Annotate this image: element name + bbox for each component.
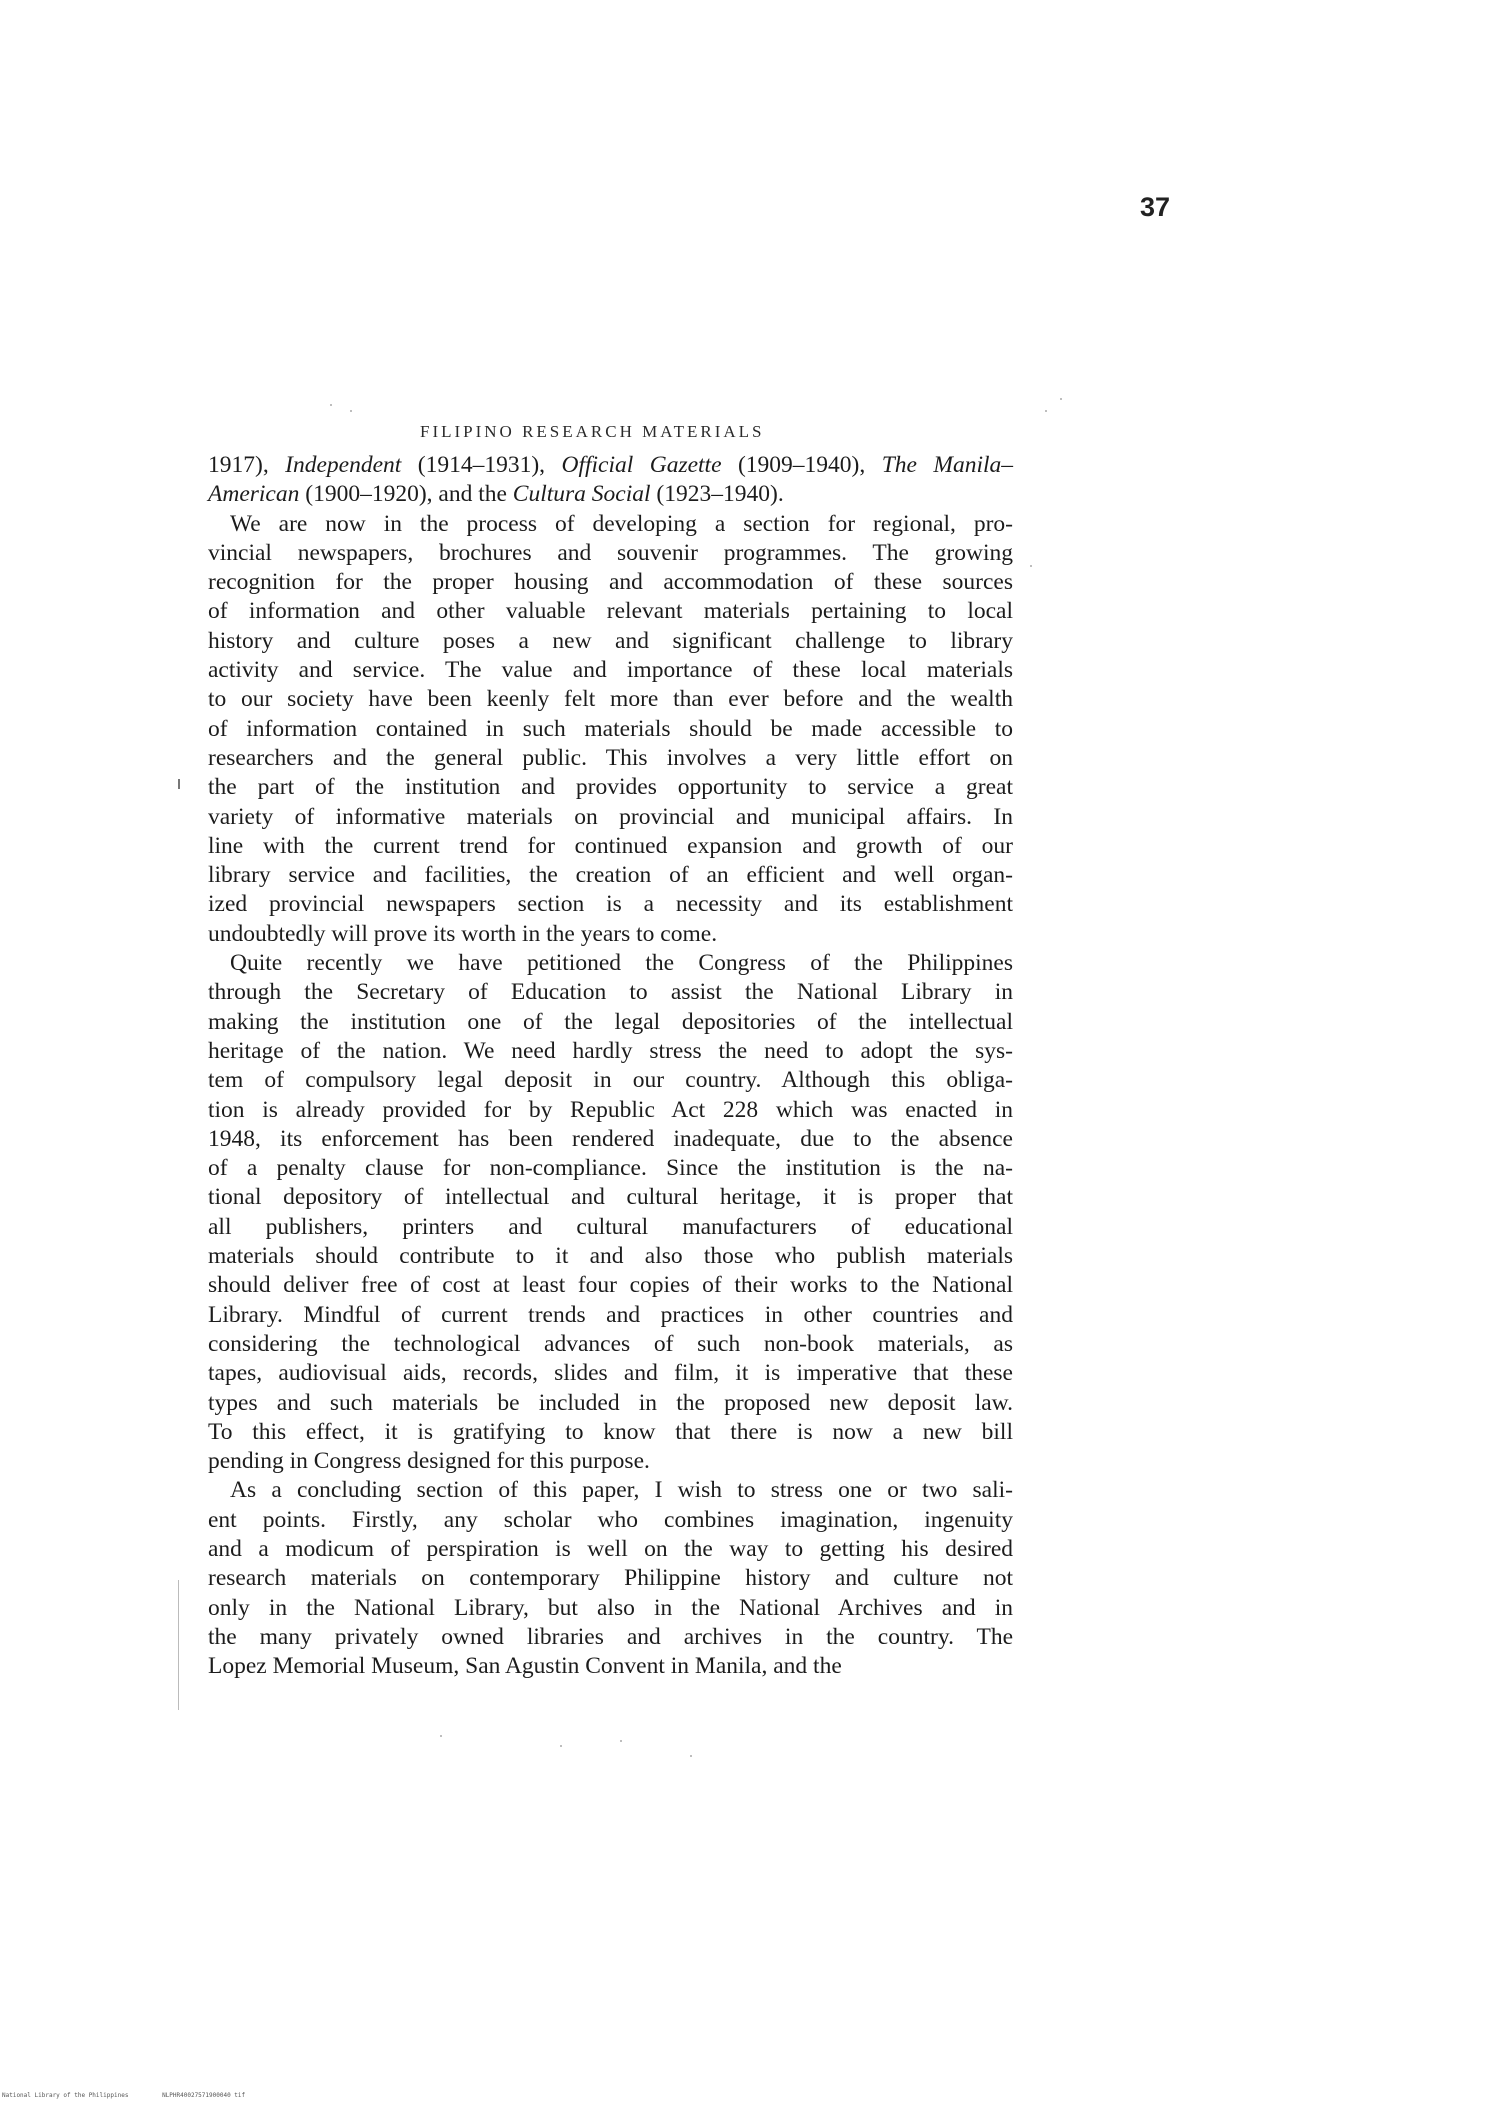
text-run: (1900–1920), and the [299,481,513,508]
body-text [208,451,1013,1681]
text-line [208,803,1013,832]
text-run: line with the current trend for continued expansion and growth of our [208,832,1013,859]
text-run: of information contained in such materials should be made accessible to [208,715,1013,742]
text-line [208,1447,1013,1476]
text-line [208,510,1013,539]
text-line [208,1623,1013,1652]
margin-mark [178,1580,179,1710]
text-run: (1909–1940), [721,452,882,478]
scan-speck [330,404,332,406]
text-line [208,1183,1013,1212]
text-run: materials should contribute to it and also those who publish materials [208,1243,1013,1270]
text-run: tem of compulsory legal deposit in our country. Although this obliga- [208,1067,1013,1094]
text-run: of a penalty clause for non-compliance. Since the institution is the na- [208,1155,1013,1182]
text-line [208,685,1013,714]
text-run: (1923–1940). [650,481,784,508]
text-line [208,1564,1013,1593]
text-run: Quite recently we have petitioned the Congress of the Philippines [230,950,1013,977]
text-run: tapes, audiovisual aids, records, slides and film, it is imperative that these [208,1360,1013,1387]
text-run: tional depository of intellectual and cultural heritage, it is proper that [208,1184,1013,1211]
italic-title: The Manila– [881,452,1014,478]
paragraph [208,949,1013,1476]
scan-speck [1030,565,1032,567]
italic-title: Cultura Social [512,481,651,508]
text-line [208,627,1013,656]
text-run: considering the technological advances of such non-book materials, as [208,1330,1013,1357]
scan-speck [1060,398,1062,400]
text-run: and a modicum of perspiration is well on the way to getting his desired [208,1535,1013,1562]
scan-speck [690,1755,692,1757]
text-run: making the institution one of the legal depositories of the intellectual [208,1008,1013,1035]
text-line [208,1301,1013,1330]
text-line [208,1125,1013,1154]
scan-speck [620,1740,622,1742]
text-line [208,1037,1013,1066]
scan-speck [560,1745,562,1747]
text-run: the part of the institution and provides opportunity to service a great [208,774,1013,801]
text-line [208,451,1013,480]
text-run: research materials on contemporary Philippine history and culture not [208,1565,1013,1592]
text-run: history and culture poses a new and significant challenge to library [208,627,1013,654]
text-line [208,1418,1013,1447]
footer-file-id: NLPHR40027571900040 tif [162,2092,246,2099]
text-line [208,949,1013,978]
text-line [208,744,1013,773]
text-run: through the Secretary of Education to assist the National Library in [208,979,1013,1006]
text-line [208,1652,1013,1681]
text-run: To this effect, it is gratifying to know that there is now a new bill [208,1418,1013,1445]
text-run: ized provincial newspapers section is a necessity and its establishment [208,891,1013,918]
text-line [208,1359,1013,1388]
text-run: heritage of the nation. We need hardly stress the need to adopt the sys- [208,1037,1013,1064]
text-line [208,1096,1013,1125]
text-line [208,656,1013,685]
text-line [208,978,1013,1007]
text-run: 1948, its enforcement has been rendered inadequate, due to the absence [208,1125,1013,1152]
text-line [208,861,1013,890]
text-line [208,832,1013,861]
text-line [208,1242,1013,1271]
text-line [208,920,1013,949]
text-run: of information and other valuable relevant materials pertaining to local [208,598,1013,625]
text-line [208,1535,1013,1564]
text-run: (1914–1931), [401,452,562,478]
text-run: variety of informative materials on provincial and municipal affairs. In [208,803,1013,830]
paragraph [208,1476,1013,1681]
text-run: undoubtedly will prove its worth in the years to come. [208,920,718,947]
text-run: tion is already provided for by Republic Act 228 which was enacted in [208,1096,1013,1123]
text-run: activity and service. The value and importance of these local materials [208,657,1013,684]
text-run: Lopez Memorial Museum, San Agustin Convent in Manila, and the [208,1653,842,1680]
text-run: types and such materials be included in the proposed new deposit law. [208,1389,1013,1416]
text-run: the many privately owned libraries and archives in the country. The [208,1623,1013,1650]
text-run: all publishers, printers and cultural manufacturers of educational [208,1213,1013,1240]
text-run: researchers and the general public. This involves a very little effort on [208,744,1013,771]
italic-title: American [208,481,300,508]
text-line [208,539,1013,568]
text-line [208,1008,1013,1037]
text-run: to our society have been keenly felt more than ever before and the wealth [208,686,1013,713]
scan-speck [440,1735,442,1737]
text-run: 1917), [208,452,286,478]
text-line [208,1066,1013,1095]
scan-speck [350,410,352,412]
text-run: We are now in the process of developing a section for regional, pro- [230,510,1013,537]
text-line [208,773,1013,802]
text-line [208,597,1013,626]
text-line [208,1389,1013,1418]
running-head: FILIPINO RESEARCH MATERIALS [420,422,765,441]
text-run: Library. Mindful of current trends and practices in other countries and [208,1301,1013,1328]
text-run: vincial newspapers, brochures and souvenir programmes. The growing [208,539,1013,566]
paragraph [208,451,1013,510]
text-line [208,568,1013,597]
italic-title: Independent [285,452,402,478]
scan-footer [2,2092,275,2099]
text-line [208,1594,1013,1623]
text-run: library service and facilities, the creation of an efficient and well organ- [208,862,1013,889]
text-line [208,1476,1013,1505]
italic-title: Official Gazette [561,452,722,478]
text-line [208,480,1013,509]
text-line [208,1154,1013,1183]
text-run: only in the National Library, but also in the National Archives and in [208,1594,1013,1621]
text-run: As a concluding section of this paper, I wish to stress one or two sali- [230,1477,1013,1504]
text-line [208,1506,1013,1535]
text-run: ent points. Firstly, any scholar who combines imagination, ingenuity [208,1506,1013,1533]
scan-speck [1045,410,1047,412]
text-run: pending in Congress designed for this purpose. [208,1448,650,1475]
text-line [208,890,1013,919]
text-line [208,1330,1013,1359]
paragraph [208,510,1013,949]
text-run: recognition for the proper housing and accommodation of these sources [208,569,1013,596]
footer-library: National Library of the Philippines [2,2092,129,2099]
text-line [208,1271,1013,1300]
text-line [208,1213,1013,1242]
text-line [208,715,1013,744]
page-number: 37 [1140,192,1171,222]
margin-mark [178,779,180,789]
text-run: should deliver free of cost at least four copies of their works to the National [208,1272,1013,1299]
